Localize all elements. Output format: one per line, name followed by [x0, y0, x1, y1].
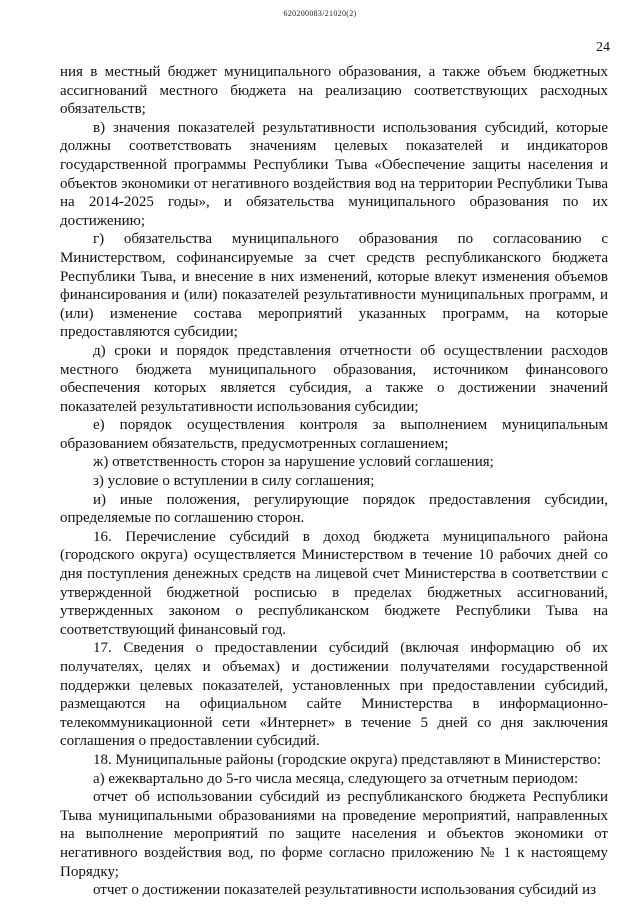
page-number: 24 — [596, 40, 610, 55]
document-code: 620200083/21020(2) — [283, 9, 357, 18]
paragraph-item-e: е) порядок осуществления контроля за выполнением муниципальным образованием обязательств, предусмотренных соглашением; — [60, 417, 608, 452]
paragraph-item-g: г) обязательства муниципального образования по согласованию с Министерством, софинансируемые за счет средств республиканского бюджета Республики Тыва, и внесение в них изменений, которые влекут изменения объемов финансирования и (или) показателей результативности муниципальных программ, и (или) изменение состава мероприятий указанных программ, на которые предоставляются субсидии; — [60, 231, 608, 341]
paragraph-item-z: з) условие о вступлении в силу соглашения; — [93, 473, 375, 490]
paragraph-18-a: а) ежеквартально до 5-го числа месяца, следующего за отчетным периодом: — [93, 770, 579, 787]
paragraph-item-d: д) сроки и порядок представления отчетности об осуществлении расходов местного бюджета муниципального образования, источником финансового обеспечения которых является субсидия, а также о достижении значений показателей результативности использования субсидии; — [60, 342, 608, 415]
paragraph-17: 17. Сведения о предоставлении субсидий (включая информацию об их получателях, целях и объемах) и достижении получателями государственной поддержки целевых показателей, установленных при предоставлении субсидий, размещаются на официальном сайте Министерства в информационно-телекоммуникационной сети «Интернет» в течение 5 дней со дня заключения соглашения о предоставлении субсидий. — [60, 640, 608, 750]
paragraph-continuation: ния в местный бюджет муниципального образования, а также объем бюджетных ассигнований местного бюджета на реализацию соответствующих расходных обязательств; — [60, 64, 608, 118]
body-text — [60, 63, 608, 900]
paragraph-item-v: в) значения показателей результативности использования субсидий, которые должны соответствовать значениям целевых показателей и индикаторов государственной программы Республики Тыва «Обеспечение защиты населения и объектов экономики от негативного воздействия вод на территории Республики Тыва на 2014-2025 годы», и обязательства муниципального образования по их достижению; — [60, 119, 608, 229]
paragraph-item-i: и) иные положения, регулирующие порядок предоставления субсидии, определяемые по соглашению сторон. — [60, 491, 608, 527]
paragraph-report-indicators: отчет о достижении показателей результативности использования субсидий из — [93, 882, 597, 899]
paragraph-16: 16. Перечисление субсидий в доход бюджета муниципального района (городского округа) осуществляется Министерством в течение 10 рабочих дней со дня поступления денежных средств на лицевой счет Министерства в соответствии с утвержденной бюджетной росписью в пределах бюджетных ассигнований, утвержденных законом о республиканском бюджете Республики Тыва на соответствующий финансовый год. — [60, 528, 608, 638]
paragraph-report-usage: отчет об использовании субсидий из республиканского бюджета Республики Тыва муниципальными образованиями на проведение мероприятий, направленных на выполнение мероприятий по защите населения и объектов экономики от негативного воздействия вод, по форме согласно приложению № 1 к настоящему Порядку; — [60, 789, 608, 880]
paragraph-item-zh: ж) ответственность сторон за нарушение условий соглашения; — [93, 454, 494, 471]
paragraph-18: 18. Муниципальные районы (городские округа) представляют в Министерство: — [93, 751, 602, 768]
